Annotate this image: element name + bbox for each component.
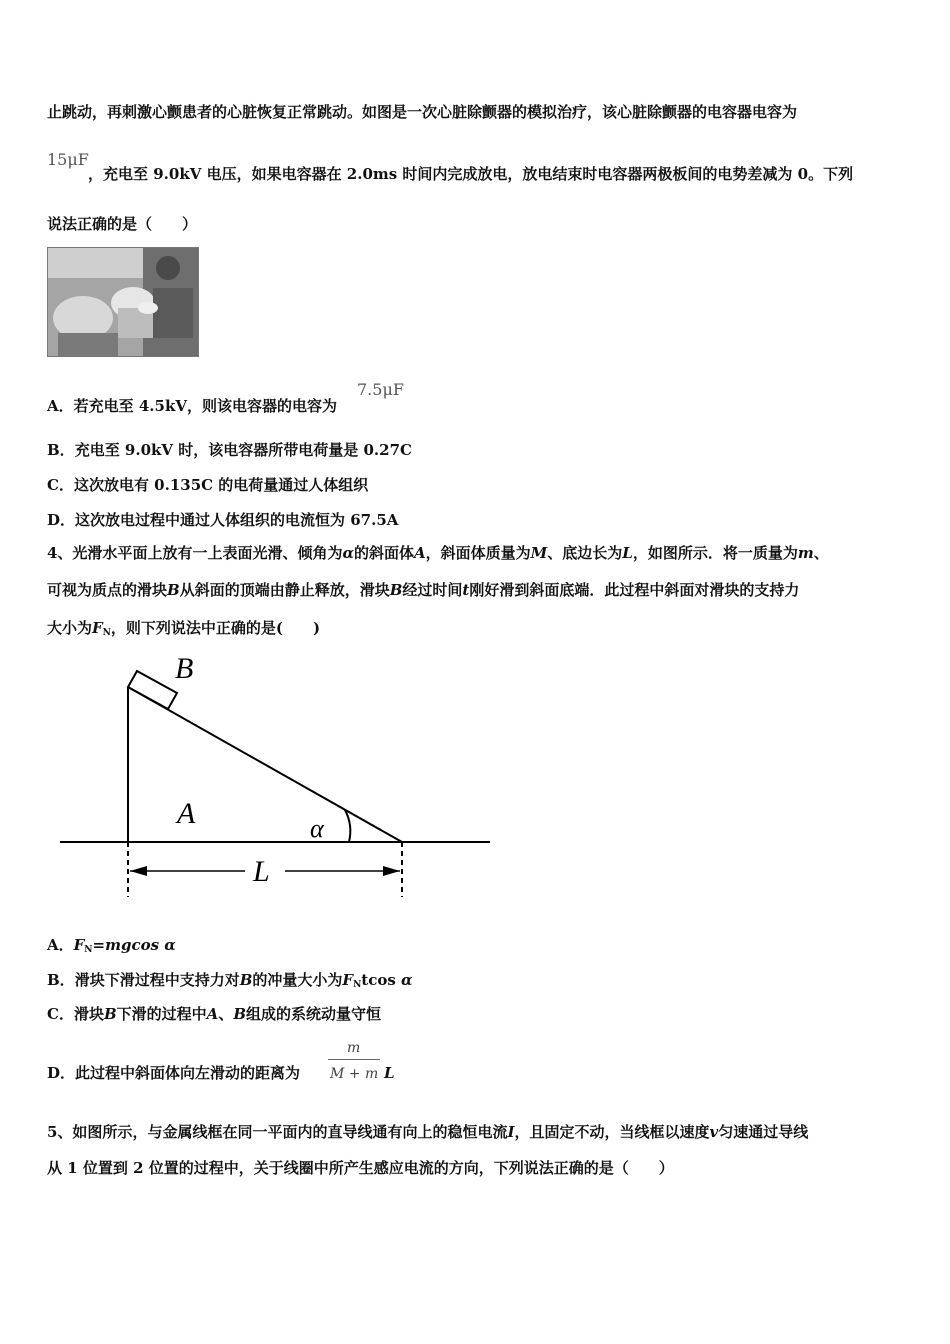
option-label: C．: [47, 476, 74, 494]
fraction-numerator: m: [347, 1040, 361, 1056]
q4-stem-line-1: 4、光滑水平面上放有一上表面光滑、倾角为α的斜面体A，斜面体质量为M、底边长为L，如图所示．将一质量为m、: [47, 544, 829, 562]
option-text: 若充电至 4.5kV，则该电容器的电容为: [73, 397, 337, 415]
incline-figure: [55, 645, 500, 909]
capacitance-value-image: 7.5μF: [357, 380, 404, 399]
q5-stem-line-2: 从 1 位置到 2 位置的过程中，关于线圈中所产生感应电流的方向，下列说法正确的是（ ）: [47, 1159, 674, 1177]
q3-option-d[interactable]: [47, 510, 398, 530]
q4-option-c[interactable]: C．滑块B下滑的过程中A、B组成的系统动量守恒: [47, 1005, 382, 1023]
label-a: A: [177, 797, 196, 830]
fraction-bar: [328, 1059, 380, 1060]
option-label: D．: [47, 511, 76, 529]
q4-option-d[interactable]: D．此过程中斜面体向左滑动的距离为: [47, 1064, 301, 1082]
intro-line-2: ，充电至 9.0kV 电压，如果电容器在 2.0ms 时间内完成放电，放电结束时电容器两极板间的电势差减为 0。下列: [88, 165, 854, 183]
q4-stem-line-2: 可视为质点的滑块B从斜面的顶端由静止释放，滑块B经过时间t刚好滑到斜面底端．此过程中斜面对滑块的支持力: [47, 581, 800, 599]
fraction-denominator: M + m: [330, 1066, 379, 1082]
intro-line-1: 止跳动，再刺激心颤患者的心脏恢复正常跳动。如图是一次心脏除颤器的模拟治疗，该心脏除颤器的电容器电容为: [47, 103, 798, 121]
option-label: B．: [47, 441, 75, 459]
label-alpha: α: [310, 814, 324, 843]
q3-option-a[interactable]: [47, 396, 337, 416]
q4-option-a[interactable]: A．$F_N=mgcos$ α: [47, 936, 176, 955]
capacitance-image: 15μF: [47, 150, 89, 169]
q5-stem-line-1: 5、如图所示，与金属线框在同一平面内的直导线通有向上的稳恒电流I，且固定不动，当线框以速度v匀速通过导线: [47, 1123, 809, 1141]
option-text: 充电至 9.0kV 时，该电容器所带电荷量是 0.27C: [74, 441, 412, 459]
q4-option-b[interactable]: B．滑块下滑过程中支持力对B的冲量大小为$F_Ntcos$ α: [47, 971, 413, 990]
q4-stem-line-3: 大小为$F_N$，则下列说法中正确的是( ): [47, 619, 321, 638]
q3-option-b[interactable]: [47, 440, 412, 460]
option-label: A．: [47, 397, 74, 415]
label-b: B: [175, 652, 194, 685]
option-text: 这次放电有 0.135C 的电荷量通过人体组织: [73, 476, 369, 494]
label-l: L: [253, 855, 270, 888]
option-text: 这次放电过程中通过人体组织的电流恒为 67.5A: [75, 511, 399, 529]
defibrillator-photo: [47, 247, 199, 357]
q3-option-c[interactable]: [47, 475, 368, 495]
intro-line-3: 说法正确的是（ ）: [47, 215, 198, 233]
length-symbol: L: [384, 1064, 395, 1082]
